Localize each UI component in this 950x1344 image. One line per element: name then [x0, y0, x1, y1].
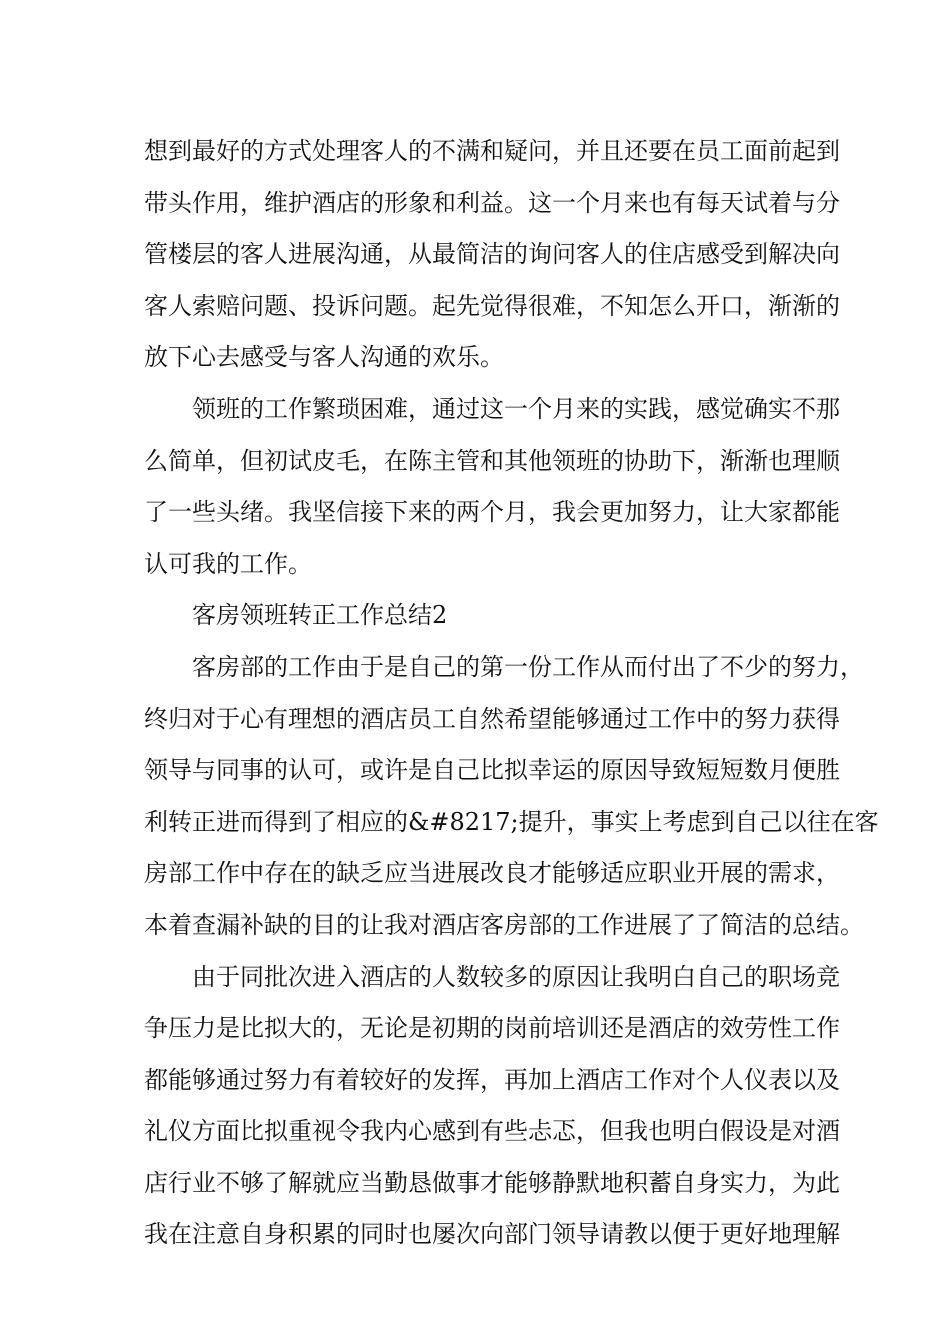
section-heading: 客房领班转正工作总结2 — [192, 601, 448, 630]
text-line: 本着查漏补缺的目的让我对酒店客房部的工作进展了了简洁的总结。 — [144, 910, 864, 939]
text-line: 利转正进而得到了相应的&#8217;提升，事实上考虑到自己以往在客 — [144, 807, 879, 836]
text-line: 都能够通过努力有着较好的发挥，再加上酒店工作对个人仪表以及 — [144, 1065, 840, 1094]
text-line: 了一些头绪。我坚信接下来的两个月，我会更加努力，让大家都能 — [144, 498, 840, 527]
text-line: 放下心去感受与客人沟通的欢乐。 — [144, 343, 504, 372]
paragraph-first-line: 由于同批次进入酒店的人数较多的原因让我明白自己的职场竞 — [192, 962, 840, 991]
text-line: 终归对于心有理想的酒店员工自然希望能够通过工作中的努力获得 — [144, 704, 840, 733]
text-line: 店行业不够了解就应当勤恳做事才能够静默地积蓄自身实力，为此 — [144, 1168, 840, 1197]
text-line: 领导与同事的认可，或许是自己比拟幸运的原因导致短短数月便胜 — [144, 756, 840, 785]
text-line: 我在注意自身积累的同时也屡次向部门领导请教以便于更好地理解 — [144, 1220, 840, 1249]
text-line: 管楼层的客人进展沟通，从最简洁的询问客人的住店感受到解决向 — [144, 240, 840, 269]
text-line: 想到最好的方式处理客人的不满和疑问，并且还要在员工面前起到 — [144, 137, 840, 165]
text-line: 争压力是比拟大的，无论是初期的岗前培训还是酒店的效劳性工作 — [144, 1014, 840, 1043]
paragraph-first-line: 客房部的工作由于是自己的第一份工作从而付出了不少的努力， — [192, 652, 864, 681]
text-line: 礼仪方面比拟重视令我内心感到有些忐忑，但我也明白假设是对酒 — [144, 1117, 840, 1146]
text-line: 认可我的工作。 — [144, 549, 312, 578]
text-line: 带头作用，维护酒店的形象和利益。这一个月来也有每天试着与分 — [144, 188, 840, 217]
text-line: 房部工作中存在的缺乏应当进展改良才能够适应职业开展的需求， — [144, 859, 840, 888]
text-line: 么简单，但初试皮毛，在陈主管和其他领班的协助下，渐渐也理顺 — [144, 446, 840, 475]
paragraph-first-line: 领班的工作繁琐困难，通过这一个月来的实践，感觉确实不那 — [192, 394, 840, 423]
text-line: 客人索赔问题、投诉问题。起先觉得很难，不知怎么开口，渐渐的 — [144, 291, 840, 320]
document-body — [144, 126, 879, 1261]
